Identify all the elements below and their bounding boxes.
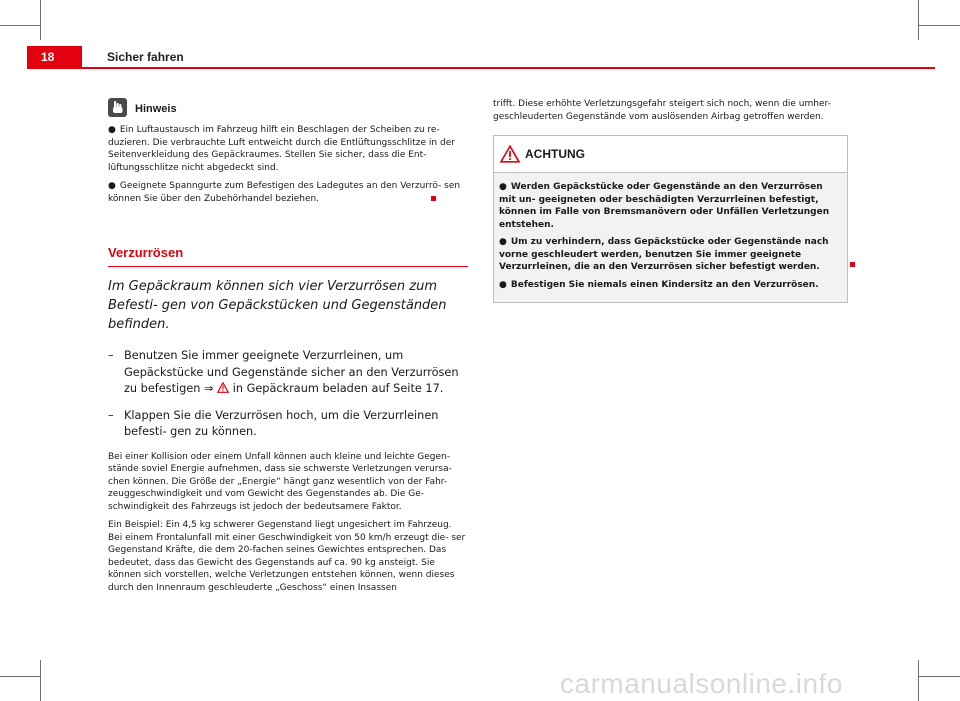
crop-mark xyxy=(0,676,40,677)
warning-item: ● Werden Gepäckstücke oder Gegenstände an den Verzurrösen mit un- geeigneten oder beschädigten Verzurrleinen befestigt, können im Falle von Bremsmanövern oder Unfällen Verletzungen entstehen. xyxy=(499,182,830,230)
note-item: ● Ein Luftaustausch im Fahrzeug hilft ein Beschlagen der Scheiben zu re- duzieren. Die verbrauchte Luft entweicht durch die Entlüftungsschlitze in der Seitenverkleidung des Gepäckraumes. Stellen Sie sicher, dass die Ent- lüftungsschlitze nicht abgedeckt sind. xyxy=(108,125,455,173)
crop-mark xyxy=(918,25,960,26)
header-rule xyxy=(27,67,935,69)
crop-mark xyxy=(918,660,919,701)
crop-mark xyxy=(0,25,40,26)
warning-triangle-icon xyxy=(500,145,520,163)
crop-mark xyxy=(918,676,960,677)
section-title: Verzurrösen xyxy=(108,245,468,267)
warning-header xyxy=(494,136,847,173)
section-intro: Im Gepäckraum können sich vier Verzurrösen zum Befesti- gen von Gepäckstücken und Gegenständen befinden. xyxy=(108,279,447,332)
warning-item: ● Befestigen Sie niemals einen Kindersitz an den Verzurrösen. xyxy=(499,279,819,290)
crop-mark xyxy=(918,0,919,40)
warning-box xyxy=(493,135,848,303)
right-column xyxy=(493,98,848,303)
end-marker xyxy=(850,262,855,267)
warning-triangle-icon[interactable] xyxy=(217,382,229,393)
instruction-step: – Klappen Sie die Verzurrösen hoch, um die Verzurrleinen befesti- gen zu können. xyxy=(108,408,439,438)
page-number: 18 xyxy=(27,46,82,68)
crop-mark xyxy=(40,660,41,701)
note-header xyxy=(108,98,468,120)
warning-label: ACHTUNG xyxy=(525,147,585,161)
instruction-step: – Benutzen Sie immer geeignete Verzurrleinen, um Gepäckstücke und Gegenstände sicher an den Verzurrösen zu befestigen ⇒ in Gepäckraum beladen auf Seite 17. xyxy=(108,349,459,395)
note-block xyxy=(108,98,468,205)
body-paragraph: Ein Beispiel: Ein 4,5 kg schwerer Gegenstand liegt ungesichert im Fahrzeug. Bei einem Frontalunfall mit einer Geschwindigkeit von 50 km/h erzeugt die- ser Gegenstand Kräfte, die dem 20-fachen seines Gewichtes entsprechen. Das bedeutet, dass das Gewicht des Gegenstands auf ca. 90 kg ansteigt. Sie können sich vorstellen, welche Verletzungen entstehen können, wenn dieses durch den Innenraum geschleuderte „Geschoss“ einen Insassen xyxy=(108,520,466,593)
note-item: ● Geeignete Spanngurte zum Befestigen des Ladegutes an den Verzurrö- sen können Sie über den Zubehörhandel beziehen. xyxy=(108,181,461,204)
body-paragraph: Bei einer Kollision oder einem Unfall können auch kleine und leichte Gegen- stände soviel Energie aufnehmen, dass sie schwerste Verletzungen verursa- chen können. Die Größe der „Energie“ hängt ganz wesentlich von der Fahr- zeuggeschwindigkeit und vom Gewicht des Gegenstandes ab. Die Ge- schwindigkeit des Fahrzeugs ist jedoch der bedeutsamere Faktor. xyxy=(108,451,452,512)
continuation-paragraph: trifft. Diese erhöhte Verletzungsgefahr steigert sich noch, wenn die umher- geschleuderten Gegenstände vom auslösenden Airbag getroffen werden. xyxy=(493,99,831,122)
left-column xyxy=(108,98,468,600)
watermark: carmanualsonline.info xyxy=(560,668,843,699)
warning-item: ● Um zu verhindern, dass Gepäckstücke oder Gegenstände nach vorne geschleudert werden, benutzen Sie immer geeignete Verzurrleinen, die an den Verzurrösen sicher befestigt werden. xyxy=(499,237,829,272)
end-marker xyxy=(431,196,436,201)
note-label: Hinweis xyxy=(135,103,177,115)
running-header-title: Sicher fahren xyxy=(107,50,184,64)
info-hand-icon xyxy=(108,98,127,117)
crop-mark xyxy=(40,0,41,40)
